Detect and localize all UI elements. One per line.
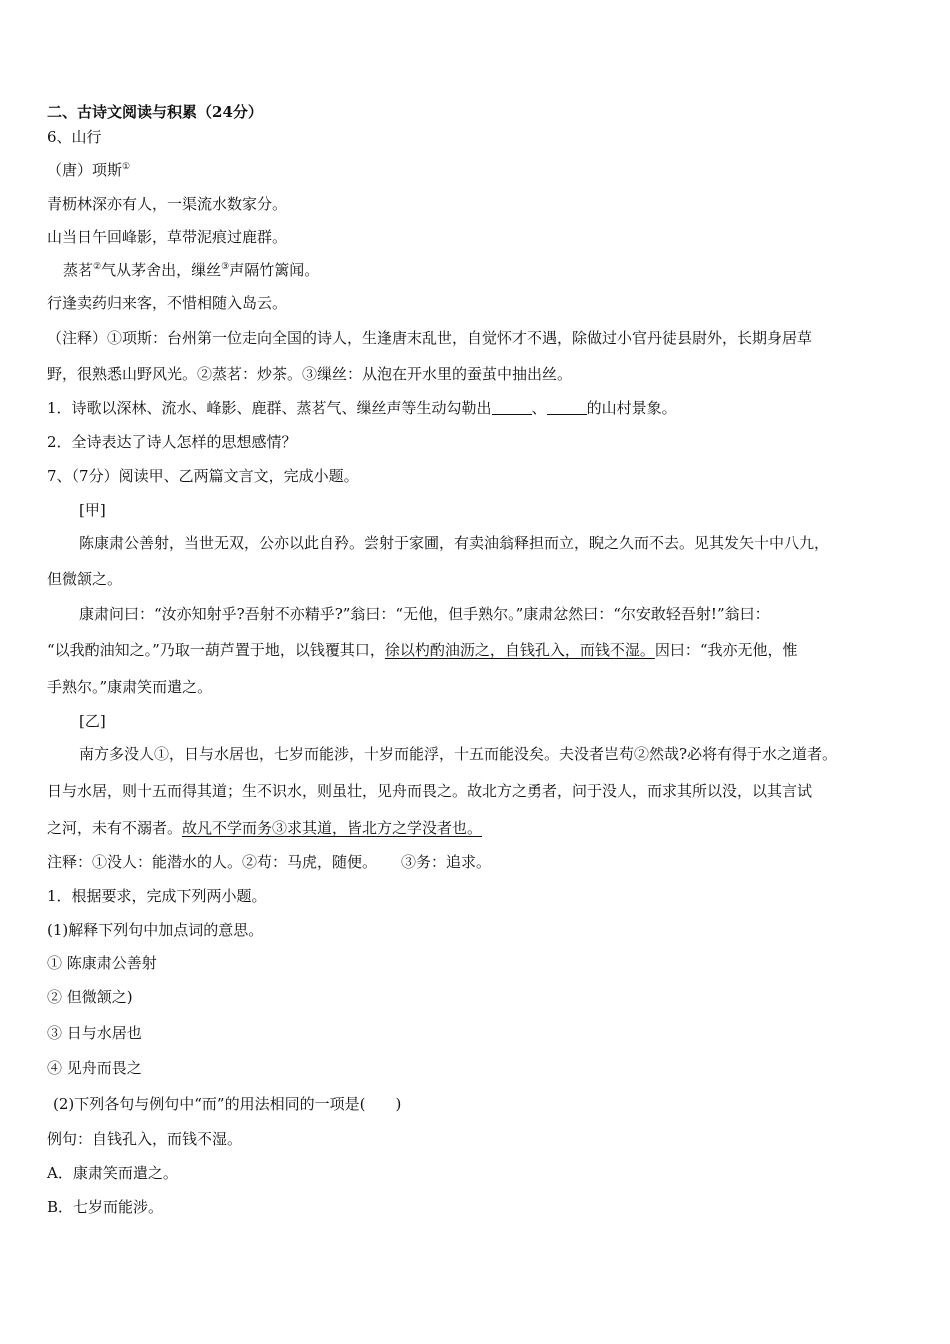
option-a[interactable]: A．康肃笑而遣之。 [47,1164,178,1182]
poem-author [47,160,910,180]
question-6-2: 2．全诗表达了诗人怎样的思想感情？ [47,433,297,451]
poem-notes-line-1: （注释）①项斯：台州第一位走向全国的诗人，生逢唐末乱世，自觉怀才不遇，除做过小官丹徒县尉外，长期身居草 [47,329,813,347]
question-7-1: 1．根据要求，完成下列两小题。 [47,887,267,905]
question-7-1-part-2: (2)下列各句与例句中“而”的用法相同的一项是( ) [53,1095,402,1113]
question-6-heading: 6、山行 [47,128,102,146]
section-title: 二、古诗文阅读与积累（24分） [47,103,263,121]
item-1: ① 陈康肃公善射 [47,954,157,972]
question-7-1-part-1: (1)解释下列句中加点词的意思。 [47,921,264,939]
underlined-sentence-jia: 徐以杓酌油沥之，自钱孔入，而钱不湿。 [384,641,655,659]
passage-jia-p2-line-2-b: 因曰：“我亦无他，惟 [654,641,798,659]
underlined-sentence-yi: 故凡不学而务③求其道，皆北方之学没者也。 [182,819,483,837]
passage-jia-p1-line-1: 陈康肃公善射，当世无双，公亦以此自矜。尝射于家圃，有卖油翁释担而立，睨之久而不去。见其发矢十中八九， [79,534,830,552]
item-4: ④ 见舟而畏之 [47,1059,142,1077]
passage-yi-line-2: 日与水居，则十五而得其道；生不识水，则虽壮，见舟而畏之。故北方之勇者，问于没人，而求其所以没，以其言试 [47,782,813,800]
passage-jia-p2-line-1: 康肃问曰：“汝亦知射乎?吾射不亦精乎?”翁曰：“无他，但手熟尔。”康肃忿然曰：“尔安敢轻吾射!”翁曰： [79,605,770,623]
poem-line-3-part-b: 气从茅舍出，缫丝 [101,261,222,279]
answer-blank-2[interactable] [547,400,587,415]
author-text: （唐）项斯 [47,161,123,179]
passage-jia-p2-line-2-a: “以我酌油知之。”乃取一葫芦置于地，以钱覆其口， [47,641,385,659]
passage-yi-line-3 [47,818,910,838]
question-6-1-text-c: 的山村景象。 [586,399,677,417]
question-6-1-separator: 、 [531,399,547,417]
poem-line-3-part-c: 声隔竹篱闻。 [229,261,320,279]
annotation-part-b: ③务：追求。 [401,853,492,871]
answer-blank-1[interactable] [492,400,532,415]
passage-jia-p2-line-3: 手熟尔。”康肃笑而遣之。 [47,678,213,696]
item-3: ③ 日与水居也 [47,1024,142,1042]
author-footnote-marker: ① [122,162,131,172]
poem-line-1: 青枥林深亦有人，一渠流水数家分。 [47,195,288,213]
example-sentence: 例句：自钱孔入，而钱不湿。 [47,1130,243,1148]
poem-line-2: 山当日午回峰影，草带泥痕过鹿群。 [47,228,288,246]
poem-line-4: 行逢卖药归来客，不惜相随入岛云。 [47,294,288,312]
question-7-heading: 7、（7分）阅读甲、乙两篇文言文，完成小题。 [47,467,359,485]
question-6-1-text-a: 1．诗歌以深林、流水、峰影、鹿群、蒸茗气、缫丝声等生动勾勒出 [47,399,492,417]
passage-yi-label: [乙] [79,712,106,730]
annotation-part-a: 注释：①没人：能潜水的人。②苟：马虎，随便。 [47,853,378,871]
passage-yi-annotation [47,852,910,872]
footnote-marker-3: ③ [221,262,230,272]
poem-notes-line-2: 野，很熟悉山野风光。②蒸茗：炒茶。③缫丝：从泡在开水里的蚕茧中抽出丝。 [47,365,573,383]
item-2: ② 但微颔之) [47,988,133,1006]
passage-jia-p2-line-2 [47,640,910,660]
poem-line-3 [63,260,910,280]
footnote-marker-2: ② [93,262,102,272]
passage-yi-line-1: 南方多没人①，日与水居也，七岁而能涉，十岁而能浮，十五而能没矣。夫没者岂苟②然哉?必将有得于水之道者。 [79,745,838,763]
question-6-1 [47,398,910,418]
passage-jia-p1-line-2: 但微颔之。 [47,570,123,588]
passage-jia-label: [甲] [79,501,106,519]
poem-line-3-part-a: 蒸茗 [63,261,94,279]
option-b[interactable]: B．七岁而能涉。 [47,1198,164,1216]
passage-yi-line-3-a: 之河，未有不溺者。 [47,819,183,837]
